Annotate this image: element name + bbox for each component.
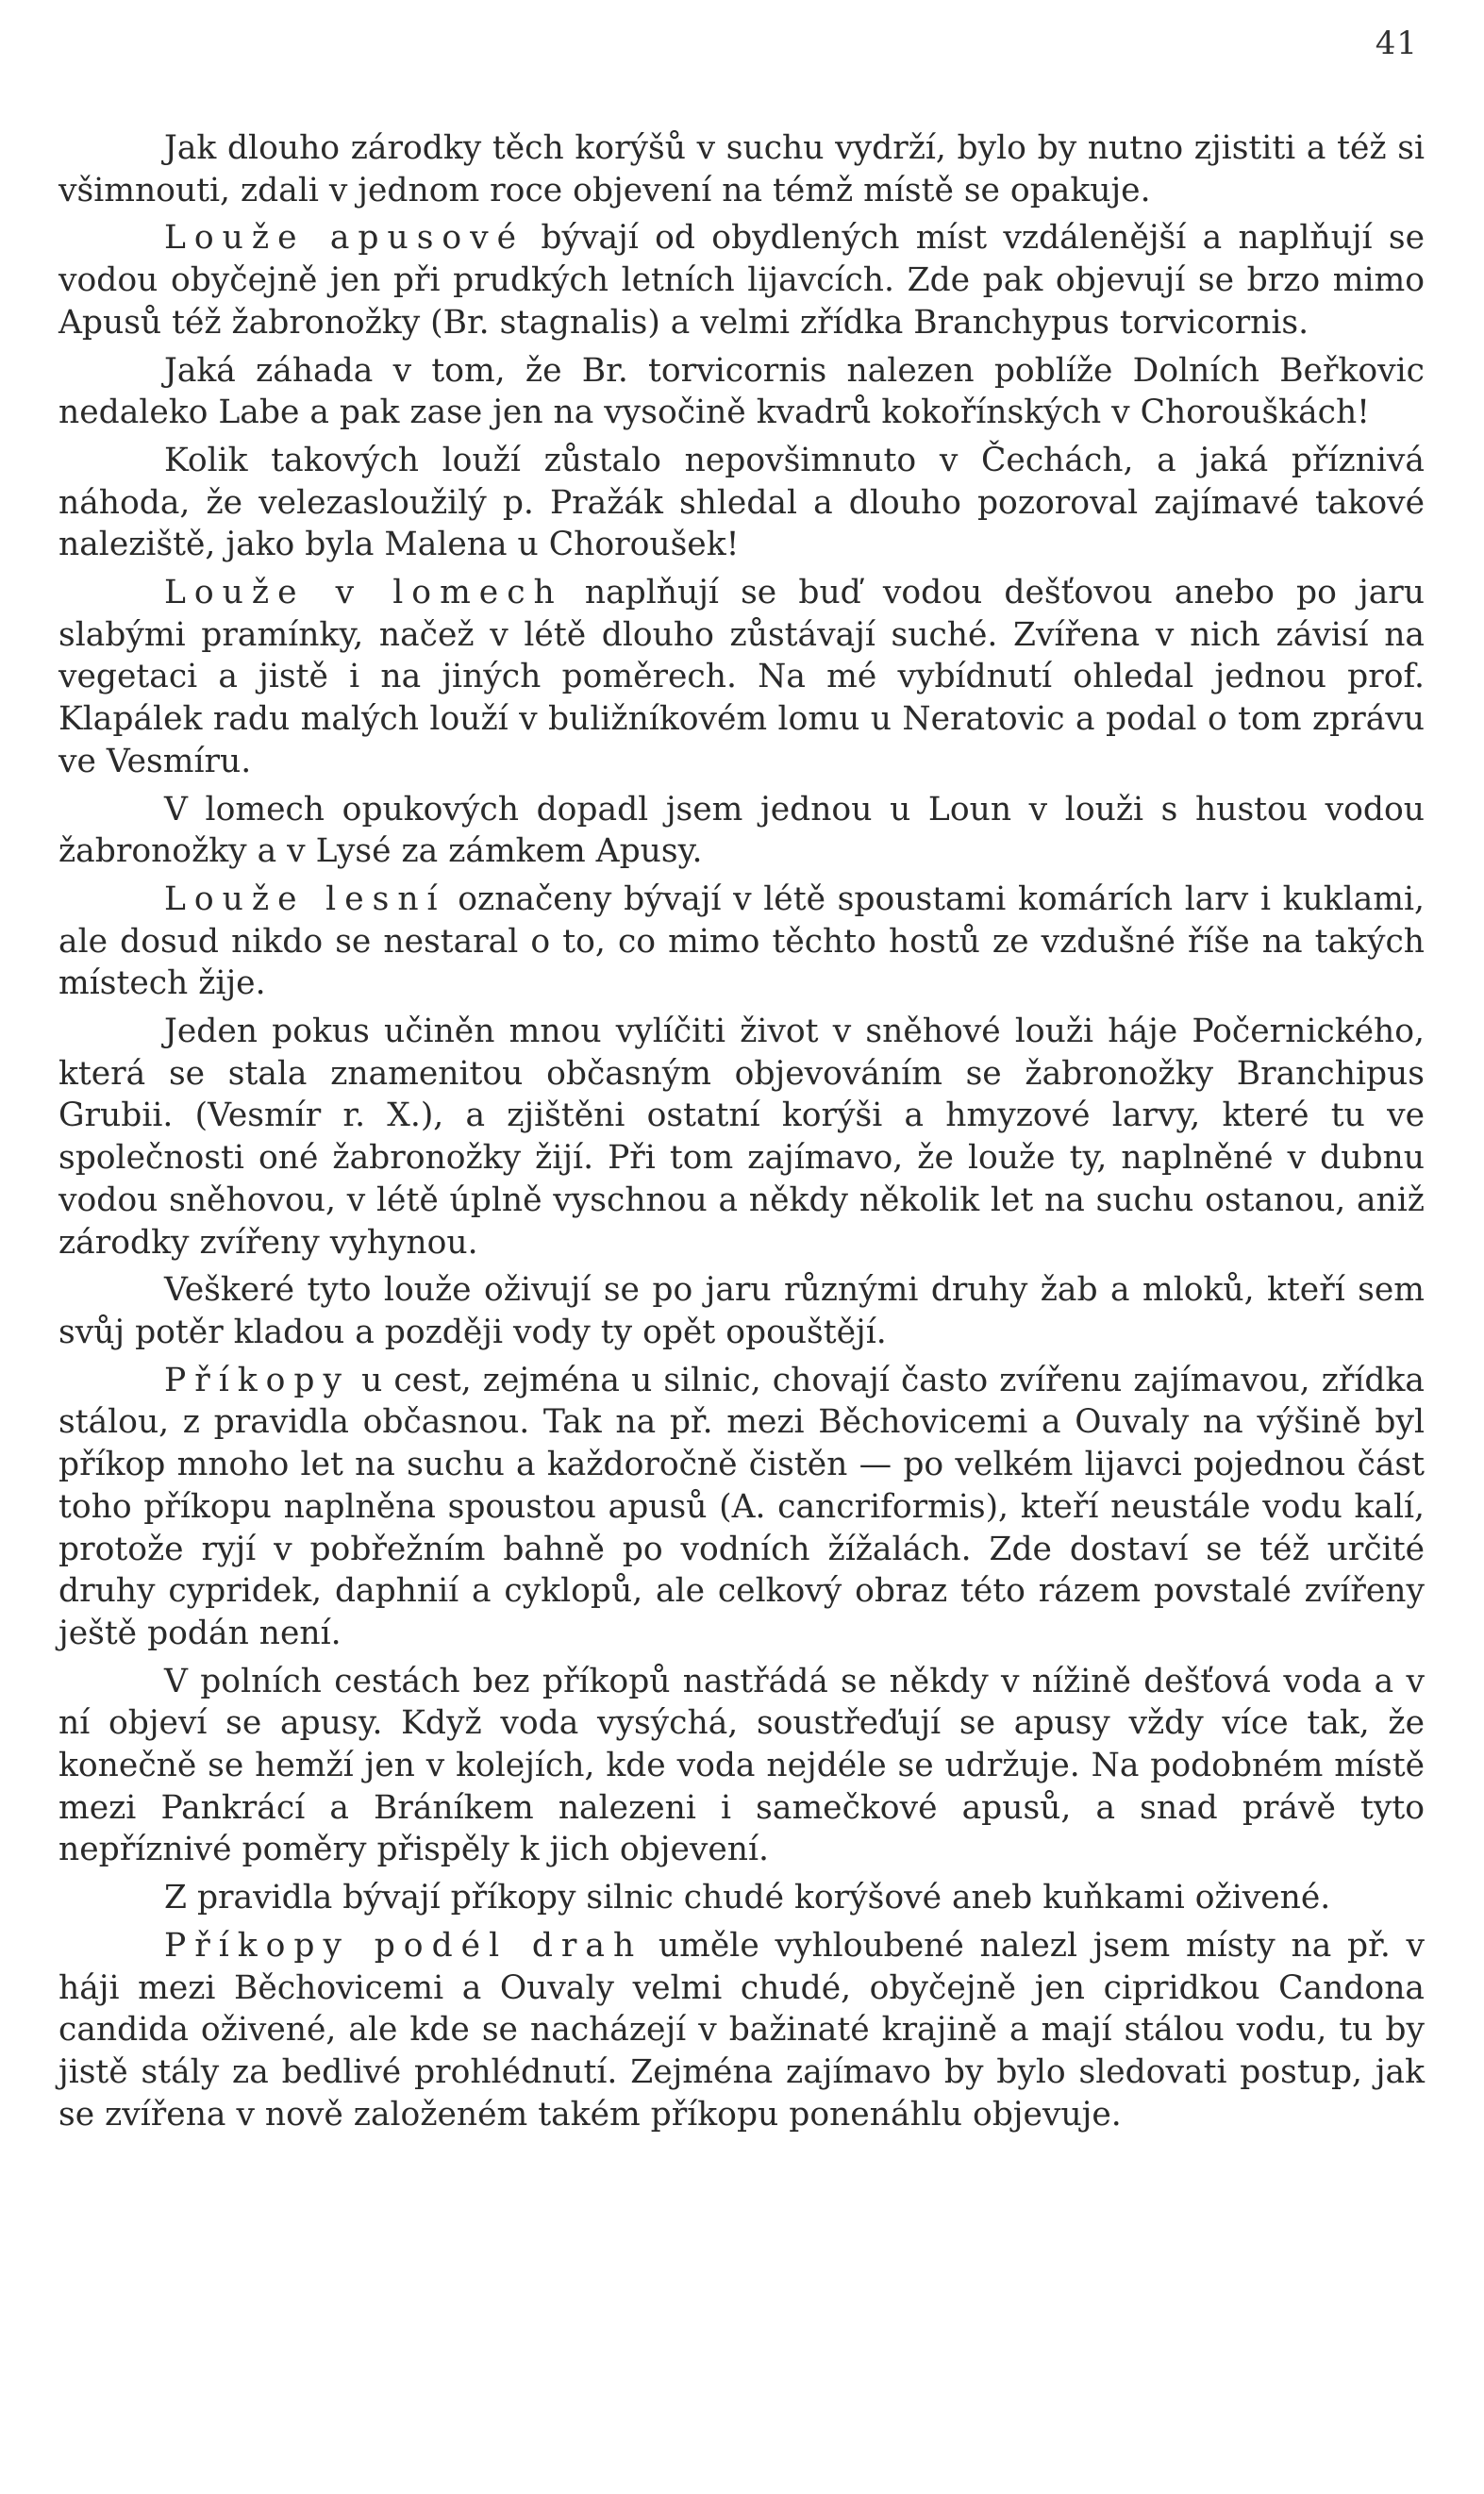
paragraph-text: V lomech opukových dopadl jsem jednou u Loun v louži s hustou vodou žabronožky a v Lysé za zámkem Apusy. [58, 790, 1425, 871]
paragraph-lead: Louže v lomech [164, 574, 563, 612]
paragraph-text: Veškeré tyto louže oživují se po jaru různými druhy žab a mloků, kteří sem svůj potěr kladou a později vody ty opět opouštějí. [58, 1271, 1425, 1351]
paragraph [58, 1011, 1425, 1264]
paragraph [58, 350, 1425, 434]
paragraph-text: Jeden pokus učiněn mnou vylíčiti život v sněhové louži háje Počernického, která se stala znamenitou občasným objevováním se žabronožky Branchipus Grubii. (Vesmír r. X.), a zjištěni ostatní korýši a hmyzové larvy, které tu ve společnosti oné žabronožky žijí. Při tom zajímavo, že louže ty, naplněné v dubnu vodou sněhovou, v létě úplně vyschnou a někdy několik let na suchu ostanou, aniž zárodky zvířeny vyhynou. [58, 1013, 1425, 1262]
paragraph-lead: Příkopy podél drah [164, 1926, 643, 1965]
paragraph [58, 572, 1425, 783]
paragraph-text: Kolik takových louží zůstalo nepovšimnuto v Čechách, a jaká příznivá náhoda, že velezasloužilý p. Pražák shledal a dlouho pozoroval zajímavé takové naleziště, jako byla Malena u Choroušek! [58, 441, 1425, 564]
paragraph [58, 440, 1425, 566]
paragraph [58, 127, 1425, 211]
paragraph [58, 879, 1425, 1005]
paragraph-text: Jak dlouho zárodky těch korýšů v suchu vydrží, bylo by nutno zjistiti a též si všimnouti, zdali v jednom roce objevení na témž místě se opakuje. [58, 129, 1425, 209]
paragraph [58, 1877, 1425, 1919]
paragraph-text: naplňují se buď vodou dešťovou anebo po jaru slabými pramínky, načež v létě dlouho zůstávají suché. Zvířena v nich závisí na vegetaci a jistě i na jiných poměrech. Na mé vybídnutí ohledal jednou prof. Klapálek radu malých louží v buližníkovém lomu u Neratovic a podal o tom zprávu ve Vesmíru. [58, 574, 1425, 780]
paragraph-text: bývají od obydlených míst vzdálenější a naplňují se vodou obyčejně jen při prudkých letních lijavcích. Zde pak objevují se brzo mimo Apusů též žabronožky (Br. stagnalis) a velmi zřídka Branchypus torvicornis. [58, 219, 1426, 342]
paragraph [58, 1360, 1425, 1655]
paragraph [58, 217, 1425, 343]
paragraph-lead: Příkopy [164, 1361, 350, 1399]
paragraph [58, 789, 1425, 873]
paragraph-lead: Louže lesní [164, 879, 446, 918]
paragraph-text: uměle vyhloubené nalezl jsem místy na př. v háji mezi Běchovicemi a Ouvaly velmi chudé, obyčejně jen cipridkou Candona candida oživené, ale kde se nacházejí v bažinaté krajině a mají stálou vodu, tu by jistě stály za bedlivé prohlédnutí. Zejména zajímavo by bylo sledovati postup, jak se zvířena v nově založeném takém příkopu ponenáhlu objevuje. [58, 1926, 1425, 2134]
paragraph-lead: Louže apusové [164, 219, 525, 258]
paragraph-text: u cest, zejména u silnic, chovají často zvířenu zajímavou, zřídka stálou, z pravidla občasnou. Tak na př. mezi Běchovicemi a Ouvaly na výšině byl příkop mnoho let na suchu a každoročně čistěn — po velkém lijavci pojednou část toho příkopu naplněna spoustou apusů (A. cancriformis), kteří neustále vodu kalí, protože ryjí v pobřežním bahně po vodních žížalách. Zde dostaví se též určité druhy cypridek, daphnií a cyklopů, ale celkový obraz této rázem povstalé zvířeny ještě podán není. [58, 1361, 1425, 1652]
paragraph [58, 1925, 1425, 2136]
paragraph [58, 1661, 1425, 1872]
paragraph-text: Jaká záhada v tom, že Br. torvicornis nalezen poblíže Dolních Beřkovic nedaleko Labe a pak zase jen na vysočině kvadrů kokořínských v Chorouškách! [58, 351, 1425, 432]
paragraph-text: Z pravidla bývají příkopy silnic chudé korýšové aneb kuňkami oživené. [164, 1879, 1331, 1917]
page-number: 41 [1375, 25, 1418, 62]
paragraph-text: označeny bývají v létě spoustami komárích larv i kuklami, ale dosud nikdo se nestaral o to, co mimo těchto hostů ze vzdušné říše na takých místech žije. [58, 879, 1425, 1003]
paragraph [58, 1269, 1425, 1353]
body-text [58, 127, 1425, 2141]
paragraph-text: V polních cestách bez příkopů nastřádá se někdy v nížině dešťová voda a v ní objeví se apusy. Když voda vysýchá, soustřeďují se apusy vždy více tak, že konečně se hemží jen v kolejích, kde voda nejdéle se udržuje. Na podobném místě mezi Pankrácí a Bráníkem nalezeni i samečkové apusů, a snad právě tyto nepříznivé poměry přispěly k jich objevení. [58, 1662, 1425, 1869]
